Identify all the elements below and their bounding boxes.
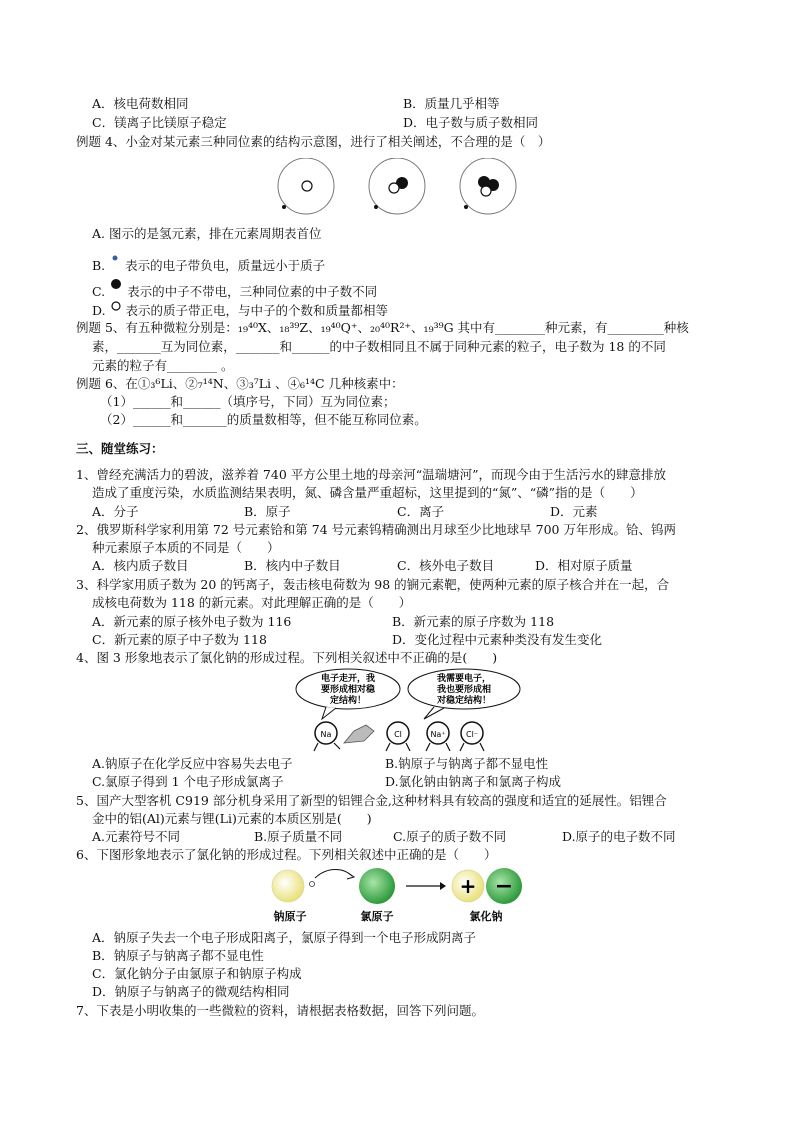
q5-option-d: D.原子的电子数不同 — [562, 829, 676, 844]
ex4-stem: 例题 4、小金对某元素三种同位素的结构示意图，进行了相关阐述，不合理的是（ ） — [76, 134, 551, 149]
isotope-2 — [369, 158, 425, 214]
bubble-line: 电子走开，我 — [320, 674, 376, 684]
section-title: 三、随堂练习： — [76, 441, 164, 456]
q2-option-c: C．核外电子数目 — [397, 558, 495, 573]
reaction-arrow-icon — [406, 882, 446, 890]
q1-option-d: D．元素 — [550, 504, 598, 519]
q4-stem: 4、图 3 形象地表示了氯化钠的形成过程。下列相关叙述中不正确的是( ) — [76, 650, 498, 665]
na-ion-character — [426, 722, 450, 751]
isotope-diagram — [270, 158, 530, 216]
ex6-q1: （1）______和______（填序号，下同）互为同位素； — [100, 394, 396, 409]
q6-option-a: A．钠原子失去一个电子形成阳离子，氯原子得到一个电子形成阴离子 — [92, 930, 477, 945]
q5-option-b: B.原子质量不同 — [254, 829, 343, 844]
ex6-stem: 例题 6、在①₃⁶Li、②₇¹⁴N、③₃⁷Li 、④₆¹⁴C 几种核素中： — [76, 376, 404, 391]
q5-option-c: C.原子的质子数不同 — [393, 829, 507, 844]
chloride-ion — [486, 868, 522, 904]
isotope-1 — [278, 158, 334, 214]
option-text: 表示的中子不带电，三种同位素的中子数不同 — [127, 284, 378, 299]
ex4-option-c — [92, 279, 377, 300]
speech-bubble-na — [296, 669, 400, 719]
q4-option-b: B.钠原子与钠离子都不显电性 — [385, 756, 549, 771]
q5-line2: 金中的铝(Al)元素与锂(Li)元素的本质区别是( ) — [92, 811, 372, 826]
option-prefix: C. — [92, 284, 106, 299]
q7-stem: 7、下表是小明收集的一些微粒的资料，请根据表格数据，回答下列问题。 — [76, 1003, 484, 1018]
bubble-line: 定结构！ — [329, 696, 367, 706]
q5-line1: 5、国产大型客机 C919 部分机身采用了新型的铝锂合金,这种材料具有较高的强度和适宜的延展性。铝锂合 — [76, 793, 667, 808]
q6-option-d: D．钠原子与钠离子的微观结构相同 — [92, 984, 290, 999]
q3-option-b: B．新元素的原子序数为 118 — [392, 614, 555, 629]
bubble-line: 对稳定结构！ — [436, 696, 492, 706]
electron-icon — [310, 882, 315, 887]
electron-symbol-icon — [109, 254, 121, 268]
option-prefix: D. — [92, 303, 106, 318]
top-option-a: A．核电荷数相同 — [92, 96, 189, 111]
q3-line1: 3、科学家用质子数为 20 的钙离子，轰击核电荷数为 98 的锎元素靶，使两种元素的原子核合并在一起，合 — [76, 577, 670, 592]
ex4-option-b — [92, 254, 325, 274]
atom-label: Cl — [394, 730, 402, 739]
q4-option-a: A.钠原子在化学反应中容易失去电子 — [92, 756, 293, 771]
atom-label: Cl⁻ — [465, 730, 479, 739]
q6-option-c: C．氯化钠分子由氯原子和钠原子构成 — [92, 966, 302, 981]
q2-option-d: D．相对原子质量 — [535, 558, 633, 573]
q4-option-d: D.氯化钠由钠离子和氯离子构成 — [385, 774, 562, 789]
top-option-c: C．镁离子比镁原子稳定 — [92, 115, 227, 130]
label-sodium-atom: 钠原子 — [273, 910, 307, 923]
label-sodium-chloride: 氯化钠 — [469, 910, 503, 923]
q5-option-a: A.元素符号不同 — [92, 829, 181, 844]
transfer-arrow-icon — [315, 870, 352, 879]
plus-sign: + — [459, 874, 477, 898]
bubble-line: 我需要电子， — [436, 674, 492, 684]
minus-sign: − — [494, 874, 514, 899]
ex6-q2: （2）______和_______的质量数相等，但不能互称同位素。 — [100, 412, 427, 427]
q2-line1: 2、俄罗斯科学家利用第 72 号元素铪和第 74 号元素钨精确测出月球至少比地球早 700 万年形成。铪、钨两 — [76, 522, 676, 537]
nacl-cartoon — [292, 667, 524, 753]
ex4-option-a: A. 图示的是氢元素，排在元素周期表首位 — [92, 226, 322, 241]
nacl-formation-diagram — [268, 864, 530, 926]
q4-option-c: C.氯原子得到 1 个电子形成氯离子 — [92, 774, 284, 789]
q1-option-b: B．原子 — [244, 504, 291, 519]
q1-line1: 1、曾经充满活力的碧波，滋养着 740 平方公里土地的母亲河“温瑞塘河”，而现今由于生活污水的肆意排放 — [76, 467, 667, 482]
na-atom-character — [314, 722, 340, 751]
q2-option-a: A．核内质子数目 — [92, 558, 189, 573]
ex5-line1: 例题 5、有五种微粒分别是：₁₉⁴⁰X、₁₈³⁹Z、₁₉⁴⁰Q⁺、₂₀⁴⁰R²⁺、₁₉³⁹G 其中有________种元素，有_________种核 — [76, 320, 689, 335]
label-chlorine-atom: 氯原子 — [360, 910, 394, 923]
bubble-line: 要形成相对稳 — [320, 685, 376, 695]
atom-label: Na⁺ — [430, 730, 446, 739]
q3-option-d: D．变化过程中元素种类没有发生变化 — [392, 632, 603, 647]
q1-line2: 造成了重度污染，水质监测结果表明，氮、磷含量严重超标，这里提到的“氮”、“磷”指的是（ ） — [92, 485, 643, 500]
q2-line2: 种元素原子本质的不同是（ ） — [92, 540, 280, 555]
proton-symbol-icon — [110, 301, 122, 313]
q2-option-b: B．核内中子数目 — [244, 558, 341, 573]
speech-bubble-cl — [408, 669, 520, 719]
ex4-option-d — [92, 301, 388, 319]
q3-option-a: A．新元素的原子核外电子数为 116 — [92, 614, 292, 629]
atom-label: Na — [320, 730, 332, 739]
q1-option-a: A．分子 — [92, 504, 139, 519]
sodium-ion — [452, 870, 484, 902]
q6-stem: 6、下图形象地表示了氯化钠的形成过程。下列相关叙述中正确的是（ ） — [76, 847, 497, 862]
q3-option-c: C．新元素的原子中子数为 118 — [92, 632, 267, 647]
cl-atom-character — [386, 722, 410, 751]
isotope-3 — [460, 158, 516, 214]
option-text: 表示的电子带负电，质量远小于质子 — [125, 258, 326, 273]
ex5-line2: 素，_______互为同位素，_______和______的中子数相同且不属于同种元素的粒子，电子数为 18 的不同 — [92, 339, 666, 354]
electron-arrow-icon — [344, 725, 374, 743]
q6-option-b: B．钠原子与钠离子都不显电性 — [92, 948, 264, 963]
ex5-line3: 元素的粒子有________ 。 — [92, 358, 234, 373]
q3-line2: 成核电荷数为 118 的新元素。对此理解正确的是（ ） — [92, 595, 412, 610]
cl-ion-character — [460, 722, 484, 751]
top-option-b: B．质量几乎相等 — [403, 96, 500, 111]
option-text: 表示的质子带正电，与中子的个数和质量都相等 — [125, 303, 389, 318]
sodium-atom — [272, 870, 304, 902]
bubble-line: 我也要形成相 — [436, 685, 492, 695]
chlorine-atom — [359, 868, 395, 904]
option-prefix: B. — [92, 258, 106, 273]
top-option-d: D．电子数与质子数相同 — [403, 115, 539, 130]
q1-option-c: C．离子 — [397, 504, 445, 519]
neutron-symbol-icon — [109, 279, 123, 293]
